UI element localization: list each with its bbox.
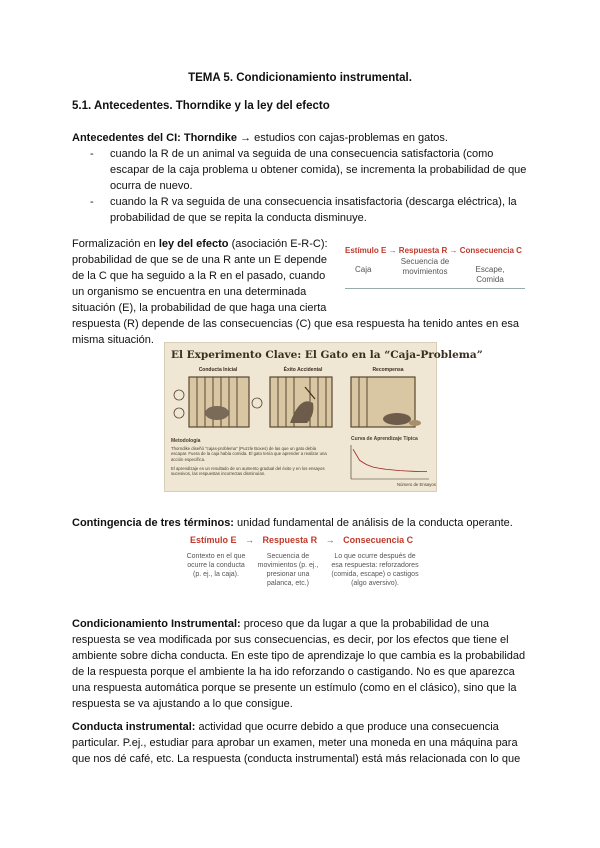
header-respuesta: Respuesta R xyxy=(262,535,318,545)
curve-title: Curva de Aprendizaje Típica xyxy=(351,436,418,442)
header-consecuencia: Consecuencia C xyxy=(343,535,414,545)
ley-efecto-pre: Formalización en xyxy=(72,238,159,250)
ley-efecto-block xyxy=(72,236,342,316)
ci-label: Condicionamiento Instrumental: xyxy=(72,618,241,630)
ley-efecto-line: probabilidad de que se de una R ante un E depende xyxy=(72,254,328,266)
cage-reward-illustration xyxy=(351,377,421,427)
arrow-icon: → xyxy=(245,535,255,545)
ci-definition xyxy=(72,616,527,712)
three-term-e-text: Contexto en el que ocurre la conducta (p. ej., la caja). xyxy=(186,553,246,578)
three-term-r-text: Secuencia de movimientos (p. ej., presionar una palanca, etc.) xyxy=(257,553,319,587)
panel-label-success: Éxito Accidental xyxy=(283,367,323,373)
methodology-text: Thorndike diseñó "cajas-problema" (Puzzle Boxes) de las que un gato debía escapar. Fuera de la caja había comida. El gato tenía que aprender a realizar una acción específica. xyxy=(171,446,327,462)
conducta-label: Conducta instrumental: xyxy=(72,721,196,733)
antecedentes-block xyxy=(72,130,527,226)
antecedentes-text: → estudios con cajas-problemas en gatos. xyxy=(237,132,448,144)
cage-success-illustration xyxy=(270,377,332,427)
contingencia-label: Contingencia de tres términos: xyxy=(72,517,234,529)
conducta-definition xyxy=(72,719,527,767)
figure-title: El Experimento Clave: El Gato en la “Caja-Problema” xyxy=(171,349,483,361)
ley-efecto-line: situación (E), la probabilidad de que haga una cierta xyxy=(72,302,327,314)
ley-efecto-line: de la C que ha seguido a la R en el pasado, cuando xyxy=(72,270,326,282)
cage-illustrations xyxy=(165,373,436,435)
section-heading: 5.1. Antecedentes. Thorndike y la ley del efecto xyxy=(72,100,330,112)
ley-efecto-post: (asociación E-R-C): xyxy=(228,238,328,250)
learning-curve-chart xyxy=(347,443,432,483)
experiment-figure xyxy=(164,342,483,492)
ley-efecto-line: un organismo se encuentra en una determinada xyxy=(72,286,307,298)
erc-c-label: Escape, Comida xyxy=(475,265,505,284)
header-estimulo: Estímulo E xyxy=(190,535,237,545)
list-item: - cuando la R de un animal va seguida de una consecuencia satisfactoria (como escapar de la caja problema u obtener comida), se incrementa la probabilidad de que ocurra de nuevo. xyxy=(90,146,527,194)
erc-e-label: Caja xyxy=(355,265,372,274)
learning-text: El aprendizaje es un resultado de un aumento gradual del éxito y en los ensayos sucesivos, las respuestas incorrectas disminuían. xyxy=(171,466,325,477)
learning-curve-line xyxy=(353,449,427,471)
erc-r-label: Secuencia de movimientos xyxy=(400,257,450,276)
methodology-title: Metodología xyxy=(171,438,201,444)
erc-mini-diagram xyxy=(345,246,525,292)
antecedentes-label: Antecedentes del CI: Thorndike xyxy=(72,132,238,144)
cage-initial-illustration xyxy=(174,377,262,427)
ley-efecto-tail: respuesta (R) depende de las consecuencias (C) que esa respuesta ha tenido antes en esa misma situación. xyxy=(72,318,520,346)
list-item: - cuando la R va seguida de una consecuencia insatisfactoria (descarga eléctrica), la probabilidad de que se repita la conducta disminuye. xyxy=(90,194,527,226)
ley-efecto-term: ley del efecto xyxy=(158,238,229,250)
contingencia-block xyxy=(72,515,527,531)
antecedentes-list xyxy=(90,146,527,226)
erc-divider xyxy=(345,288,525,289)
page-title: TEMA 5. Condicionamiento instrumental. xyxy=(188,72,412,84)
arrow-icon: → xyxy=(325,535,335,545)
conducta-text: actividad que ocurre debido a que produce una consecuencia particular. P.ej., estudiar para aprobar un examen, meter una moneda en una máquina para que nos dé café, etc. La respuesta (conducta instrumental) está más relacionada con lo que xyxy=(72,721,521,765)
panel-label-initial: Conducta Inicial xyxy=(198,367,238,373)
curve-xlabel: Número de Ensayos xyxy=(397,482,436,487)
ci-text: proceso que da lugar a que la probabilidad de una respuesta se vea modificada por sus consecuencias, es decir, por los efectos que tiene el ambiente sobre dicha conducta. En este tipo de aprendizaje lo que cambia es la probabilidad de la respuesta porque el ambiente la ha ido reforzando o castigando. No es que aparezca una respuesta automática porque se presente un estímulo (como en el clásico), sino que la respuesta se va ajustando a lo que consigue. xyxy=(72,618,526,710)
erc-header: Estímulo E → Respuesta R → Consecuencia C xyxy=(345,246,522,255)
three-term-header xyxy=(190,535,430,545)
contingencia-text: unidad fundamental de análisis de la conducta operante. xyxy=(233,517,513,529)
panel-label-reward: Recompensa xyxy=(372,367,404,373)
three-term-c-text: Lo que ocurre después de esa respuesta: reforzadores (comida, escape) o castigos (algo aversivo). xyxy=(331,553,419,587)
